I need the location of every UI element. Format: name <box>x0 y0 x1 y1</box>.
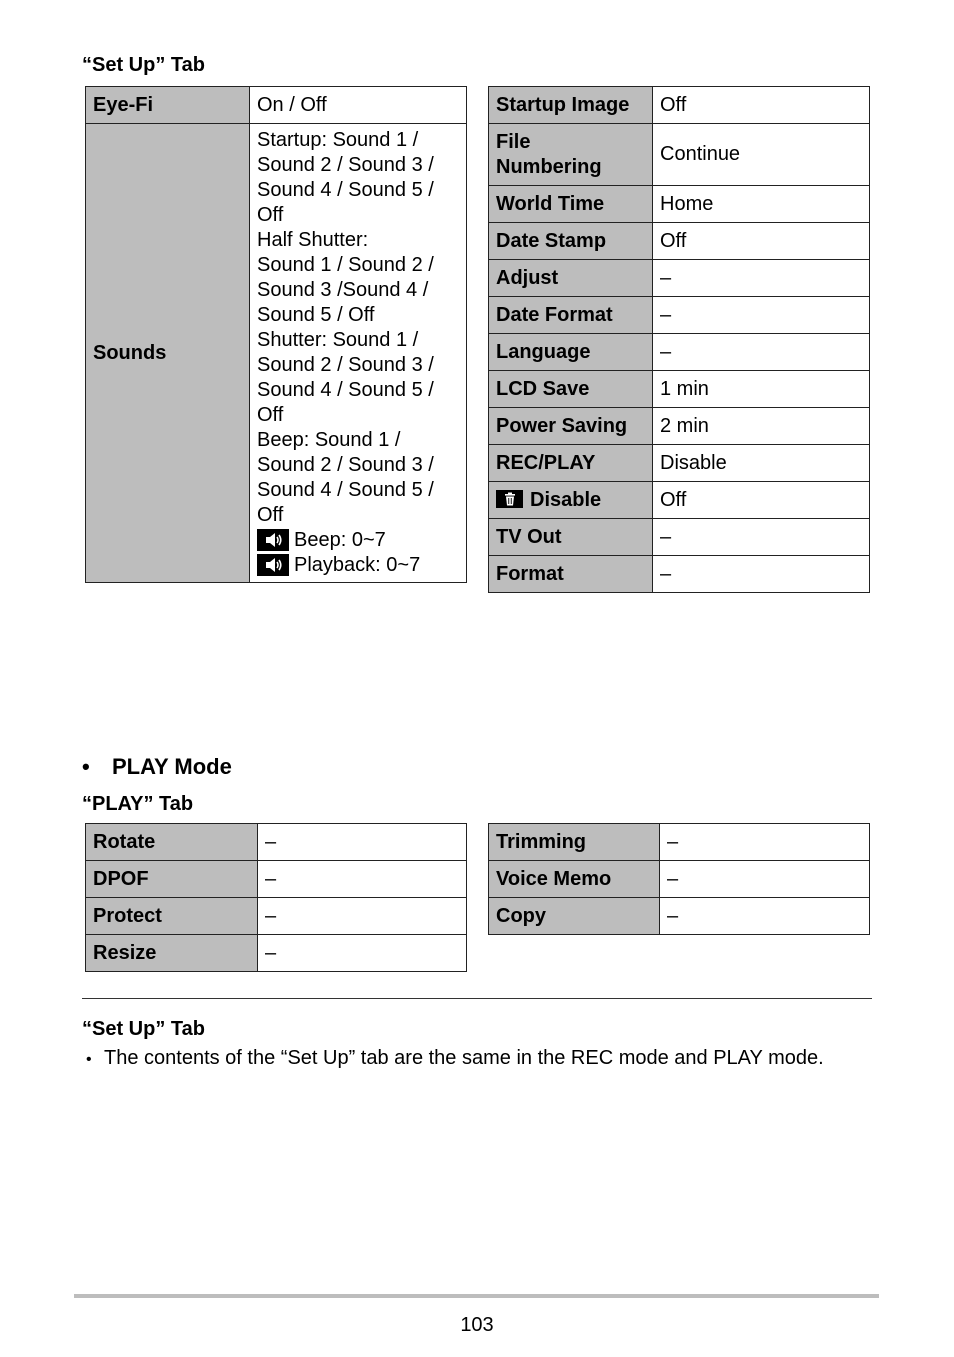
sounds-line: Sound 4 / Sound 5 / <box>257 379 434 401</box>
setup-note: • The contents of the “Set Up” tab are the same in the REC mode and PLAY mode. <box>86 1047 824 1069</box>
table-row <box>86 87 467 124</box>
setting-label: Format <box>489 556 653 593</box>
play-setting-label: Copy <box>489 898 660 935</box>
setting-label: Power Saving <box>489 408 653 445</box>
sounds-value <box>250 124 467 583</box>
footer-rule <box>74 1294 879 1298</box>
playback-volume-text: Playback: 0~7 <box>294 554 421 576</box>
speaker-icon <box>257 554 289 576</box>
play-setting-label: Resize <box>86 935 258 972</box>
setting-value: Off <box>653 482 870 519</box>
setup-table-left <box>85 86 467 583</box>
setting-value: – <box>653 334 870 371</box>
setting-value: 1 min <box>653 371 870 408</box>
play-mode-heading: • PLAY Mode <box>82 754 232 779</box>
sounds-line: Sound 2 / Sound 3 / <box>257 454 434 476</box>
setup-table-right <box>488 86 870 593</box>
play-setting-label: Protect <box>86 898 258 935</box>
setting-value: Off <box>653 223 870 260</box>
sounds-line: Sound 4 / Sound 5 / <box>257 479 434 501</box>
play-setting-label: DPOF <box>86 861 258 898</box>
eyefi-label: Eye-Fi <box>86 87 250 124</box>
setting-label: Adjust <box>489 260 653 297</box>
table-row <box>489 124 870 186</box>
table-row <box>86 124 467 583</box>
setting-label: Date Format <box>489 297 653 334</box>
play-setting-label: Voice Memo <box>489 861 660 898</box>
eyefi-value: On / Off <box>250 87 467 124</box>
delete-disable-label <box>489 482 653 519</box>
play-setting-value: – <box>258 935 467 972</box>
table-row <box>489 519 870 556</box>
table-row <box>86 898 467 935</box>
play-setting-label: Rotate <box>86 824 258 861</box>
table-row <box>489 371 870 408</box>
setup-note-heading: “Set Up” Tab <box>82 1018 205 1040</box>
sounds-line: Sound 2 / Sound 3 / <box>257 354 434 376</box>
play-setting-value: – <box>258 824 467 861</box>
sounds-line: Half Shutter: <box>257 229 369 251</box>
trash-icon <box>496 490 523 508</box>
table-row <box>489 861 870 898</box>
sounds-line: Sound 2 / Sound 3 / <box>257 154 434 176</box>
setting-label: Language <box>489 334 653 371</box>
bullet: • <box>82 754 90 779</box>
section-divider <box>82 998 872 999</box>
table-row <box>86 935 467 972</box>
table-row <box>489 260 870 297</box>
sounds-label: Sounds <box>86 124 250 583</box>
table-row <box>489 223 870 260</box>
sounds-line: Sound 4 / Sound 5 / <box>257 179 434 201</box>
setting-label: Startup Image <box>489 87 653 124</box>
sounds-line: Sound 3 /Sound 4 / <box>257 279 429 301</box>
table-row <box>489 334 870 371</box>
setting-value: Off <box>653 87 870 124</box>
setting-label: Disable <box>530 488 602 511</box>
setting-value: – <box>653 519 870 556</box>
beep-volume-text: Beep: 0~7 <box>294 529 386 551</box>
play-tab-heading: “PLAY” Tab <box>82 793 194 815</box>
play-setting-value: – <box>660 898 870 935</box>
table-row <box>86 824 467 861</box>
speaker-icon <box>257 529 289 551</box>
table-row <box>489 824 870 861</box>
table-row <box>489 186 870 223</box>
sounds-line: Sound 5 / Off <box>257 304 375 326</box>
setting-label: LCD Save <box>489 371 653 408</box>
table-row <box>489 556 870 593</box>
table-row <box>489 898 870 935</box>
setting-label: TV Out <box>489 519 653 556</box>
play-setting-value: – <box>660 824 870 861</box>
setting-label: World Time <box>489 186 653 223</box>
play-setting-value: – <box>258 898 467 935</box>
sounds-line: Sound 1 / Sound 2 / <box>257 254 434 276</box>
setting-label: File Numbering <box>489 124 653 186</box>
setting-value: 2 min <box>653 408 870 445</box>
play-table-right <box>488 823 870 935</box>
setting-value: Home <box>653 186 870 223</box>
setting-value: Disable <box>653 445 870 482</box>
page-number: 103 <box>460 1314 494 1336</box>
setting-value: Continue <box>653 124 870 186</box>
play-setting-value: – <box>660 861 870 898</box>
setting-value: – <box>653 297 870 334</box>
sounds-line: Off <box>257 404 284 426</box>
play-setting-value: – <box>258 861 467 898</box>
setting-label: Date Stamp <box>489 223 653 260</box>
bullet: • <box>86 1051 92 1068</box>
playback-volume-line <box>257 553 459 578</box>
setting-value: – <box>653 556 870 593</box>
beep-volume-line <box>257 528 459 553</box>
sounds-line: Shutter: Sound 1 / <box>257 329 419 351</box>
table-row <box>489 482 870 519</box>
table-row <box>86 861 467 898</box>
sounds-line: Beep: Sound 1 / <box>257 429 401 451</box>
table-row <box>489 408 870 445</box>
setting-label: REC/PLAY <box>489 445 653 482</box>
table-row <box>489 297 870 334</box>
setup-tab-heading: “Set Up” Tab <box>82 54 205 76</box>
sounds-line: Off <box>257 204 284 226</box>
table-row <box>489 445 870 482</box>
table-row <box>489 87 870 124</box>
sounds-line: Off <box>257 504 284 526</box>
play-table-left <box>85 823 467 972</box>
setting-value: – <box>653 260 870 297</box>
sounds-line: Startup: Sound 1 / <box>257 129 419 151</box>
play-setting-label: Trimming <box>489 824 660 861</box>
